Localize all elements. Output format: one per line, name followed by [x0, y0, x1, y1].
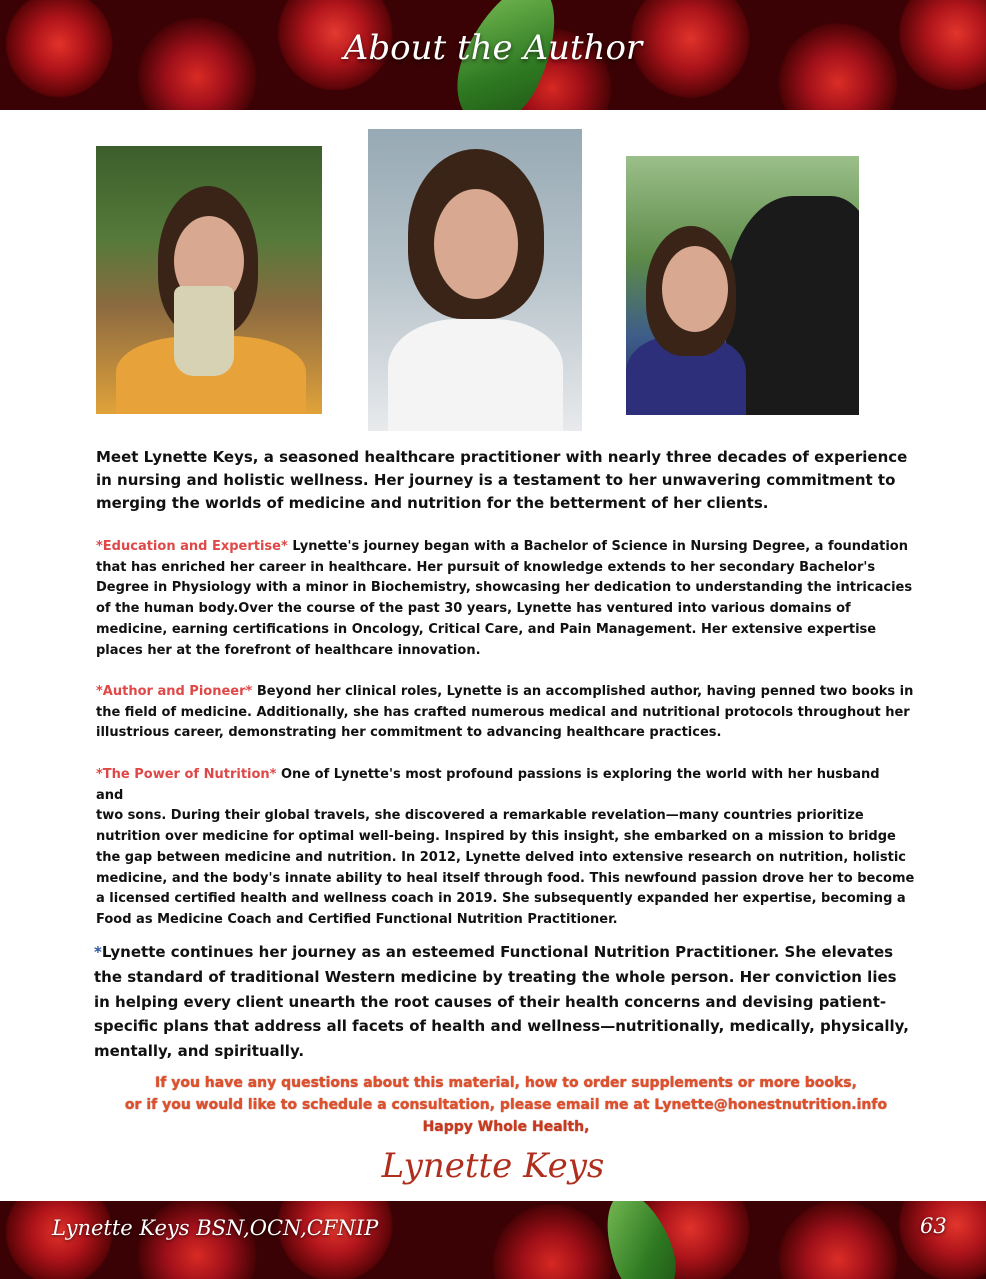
footer-banner — [0, 1201, 986, 1279]
closing-greeting: Happy Whole Health, — [422, 1119, 590, 1135]
intro-paragraph: Meet Lynette Keys, a seasoned healthcare practitioner with nearly three decades of experience in nursing and holistic wellness. Her journey is a testament to her unwavering commitment to merging the worlds of medicine and nutrition for the betterment of her clients. — [96, 448, 908, 512]
leaf-icon — [593, 1201, 687, 1279]
nutrition-heading: *The Power of Nutrition* — [96, 767, 277, 782]
practitioner-paragraph — [94, 940, 914, 1064]
author-signature: Lynette Keys — [381, 1146, 605, 1186]
author-pioneer-heading: *Author and Pioneer* — [96, 684, 253, 699]
author-with-dog-photo — [626, 156, 859, 415]
page-title: About the Author — [343, 28, 643, 68]
education-text: Lynette's journey began with a Bachelor of Science in Nursing Degree, a foundation that has enriched her career in healthcare. Her pursuit of knowledge extends to her secondary Bachelor's Degree in Physiology with a minor in Biochemistry, showcasing her dedication to understanding the intricacies of the human body.Over the course of the past 30 years, Lynette has ventured into various domains of medicine, earning certifications in Oncology, Critical Care, and Pain Management. Her extensive expertise places her at the forefront of healthcare innovation. — [96, 539, 913, 658]
practitioner-star: * — [94, 943, 102, 961]
contact-line2: or if you would like to schedule a consultation, please email me at Lynette@honestnutrition.info — [124, 1097, 888, 1113]
author-portrait-photo — [368, 129, 582, 431]
author-smoothie-photo — [96, 146, 322, 414]
author-pioneer-paragraph — [96, 682, 916, 744]
footer-author-name: Lynette Keys BSN,OCN,CFNIP — [52, 1216, 379, 1240]
nutrition-text: two sons. During their global travels, she discovered a remarkable revelation—many countries prioritize nutrition over medicine for optimal well-being. Inspired by this insight, she embarked on a mission to bridge the gap between medicine and nutrition. In 2012, Lynette delved into extensive research on nutrition, holistic medicine, and the body's innate ability to heal itself through food. This newfound passion drove her to become a licensed certified health and wellness coach in 2019. She subsequently expanded her expertise, becoming a Food as Medicine Coach and Certified Functional Nutrition Practitioner. — [96, 808, 915, 927]
contact-line1: If you have any questions about this material, how to order supplements or more books, — [155, 1075, 857, 1091]
page-number: 63 — [920, 1214, 947, 1238]
education-heading: *Education and Expertise* — [96, 539, 288, 554]
nutrition-paragraph — [96, 765, 916, 931]
author-pioneer-text: Beyond her clinical roles, Lynette is an accomplished author, having penned two books in the field of medicine. Additionally, she has crafted numerous medical and nutritional protocols throughout her illustrious career, demonstrating her commitment to advancing healthcare practices. — [96, 684, 914, 741]
education-paragraph — [96, 537, 916, 661]
contact-block — [96, 1072, 916, 1138]
nutrition-text-line1: One of Lynette's most profound passions is exploring the world with her husband and — [96, 767, 880, 803]
practitioner-text: Lynette continues her journey as an esteemed Functional Nutrition Practitioner. She elevates the standard of traditional Western medicine by treating the whole person. Her conviction lies in helping every client unearth the root causes of their health concerns and devising patient-specific plans that address all facets of health and wellness—nutritionally, medically, physically, mentally, and spiritually. — [94, 943, 909, 1061]
